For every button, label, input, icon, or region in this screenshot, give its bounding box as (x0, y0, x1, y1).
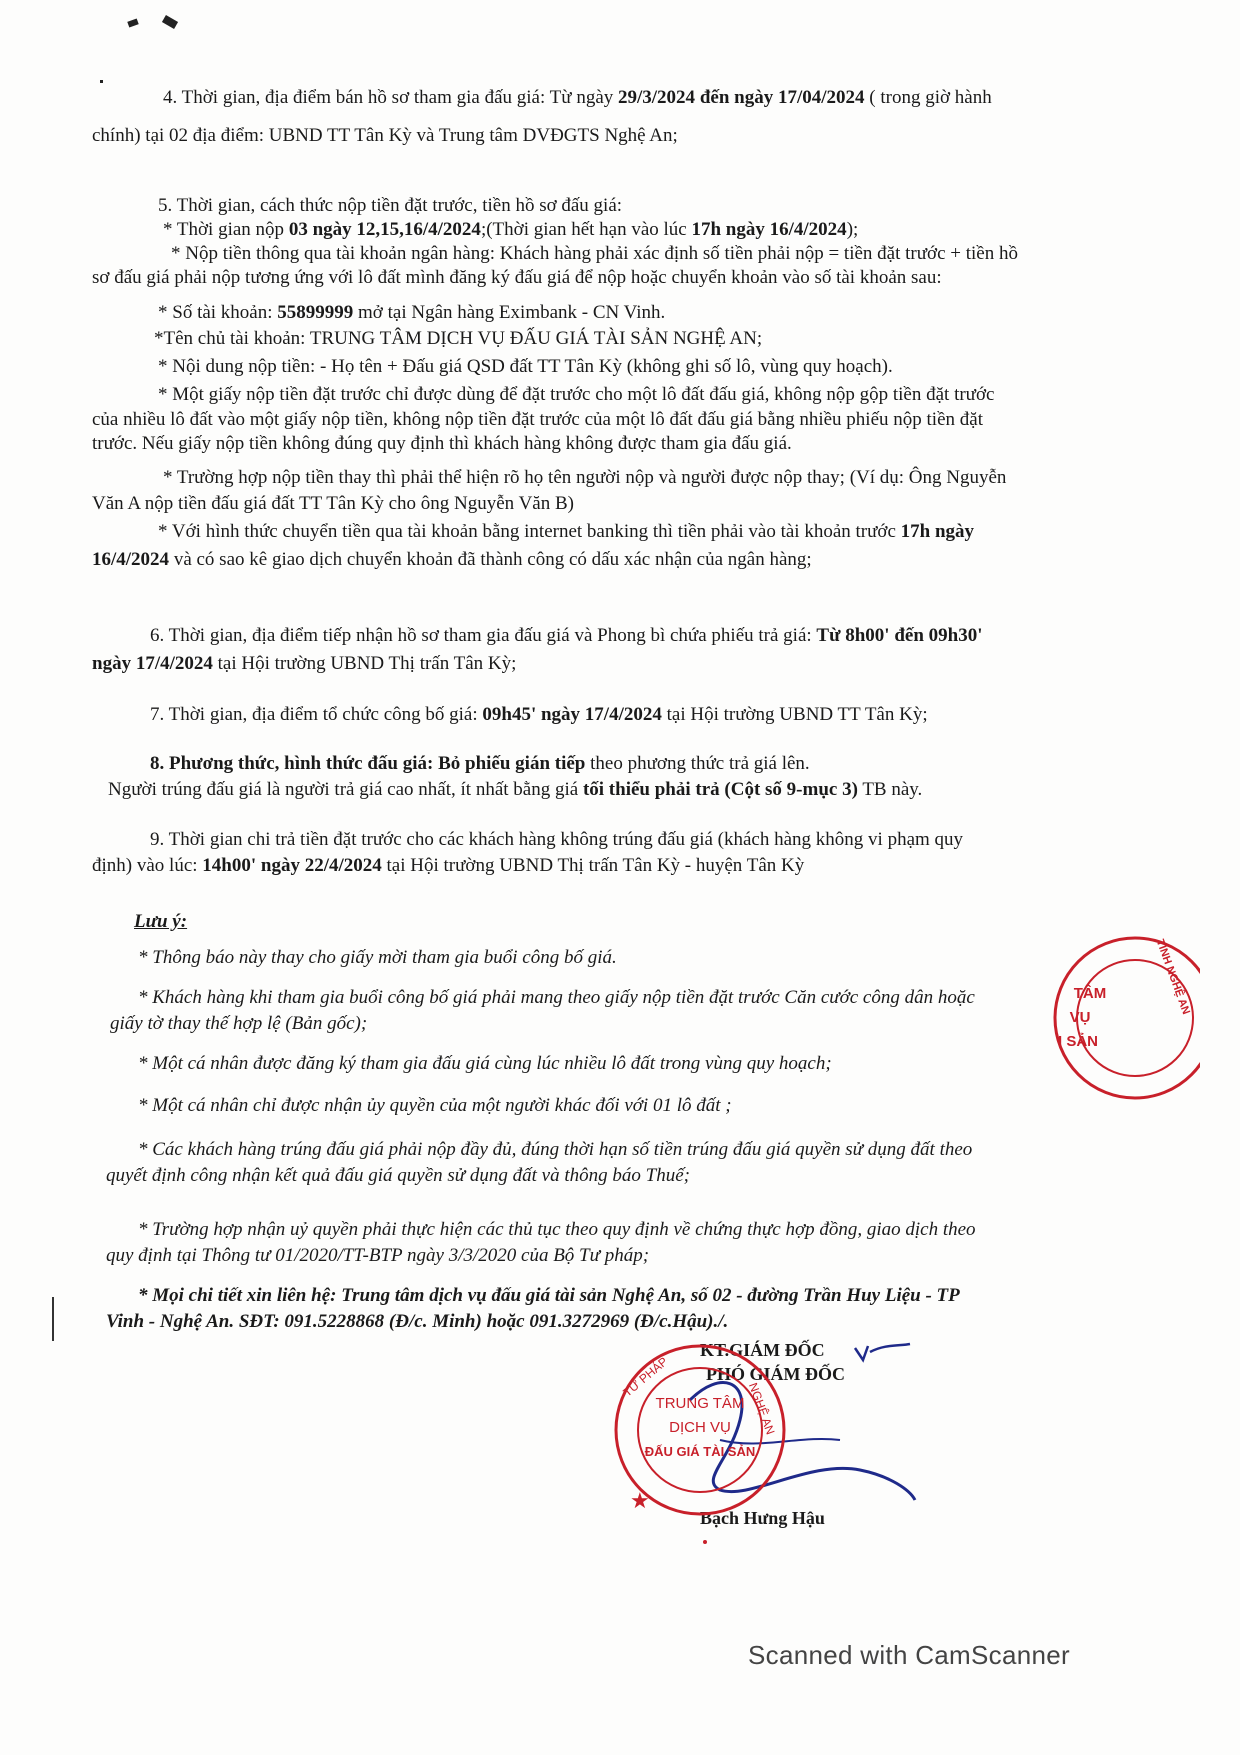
red-dot (703, 1540, 707, 1544)
section-5-bullet-7-line-1: * Trường hợp nộp tiền thay thì phải thể hiện rõ họ tên người nộp và người được nộp thay; (Ví dụ: Ông Nguyễn (163, 467, 1007, 488)
scan-mark (162, 15, 178, 29)
edge-seal-text-1: TÂM (1073, 985, 1107, 1002)
signature-title-2: PHÓ GIÁM ĐỐC (706, 1364, 845, 1384)
note-6-line-2: quy định tại Thông tư 01/2020/TT-BTP ngày 3/3/2020 của Bộ Tư pháp; (106, 1245, 650, 1266)
scan-mark (100, 80, 103, 83)
section-5-bullet-6-line-3: trước. Nếu giấy nộp tiền không đúng quy định thì khách hàng không được tham gia đấu giá. (92, 433, 792, 454)
scan-edge-line (52, 1297, 54, 1341)
note-2-line-1: * Khách hàng khi tham gia buổi công bố giá phải mang theo giấy nộp tiền đặt trước Căn cước công dân hoặc (138, 987, 975, 1008)
edge-seal-text-2: VỤ (1069, 1009, 1091, 1026)
edge-seal-text-3: I SẢN (1057, 1033, 1099, 1050)
seal-ring-text-left: TƯ PHÁP (620, 1354, 671, 1400)
section-5-title: 5. Thời gian, cách thức nộp tiền đặt trước, tiền hồ sơ đấu giá: (158, 195, 623, 216)
section-5-bullet-7-line-2: Văn A nộp tiền đấu giá đất TT Tân Kỳ cho ông Nguyễn Văn B) (92, 493, 574, 514)
scan-mark (127, 18, 138, 27)
section-5-bullet-6-line-2: của nhiều lô đất vào một giấy nộp tiền, không nộp tiền đặt trước của một lô đất đấu giá bằng nhiều phiếu nộp tiền đặt (92, 409, 983, 430)
note-1: * Thông báo này thay cho giấy mời tham gia buổi công bố giá. (138, 947, 617, 968)
note-7-line-1: * Mọi chi tiết xin liên hệ: Trung tâm dịch vụ đấu giá tài sản Nghệ An, số 02 - đường Trần Huy Liệu - TP (138, 1285, 960, 1306)
note-2-line-2: giấy tờ thay thế hợp lệ (Bản gốc); (110, 1013, 368, 1034)
section-5-bullet-3: * Số tài khoản: 55899999 mở tại Ngân hàng Eximbank - CN Vinh. (158, 302, 666, 323)
seal-ring-text-right: NGHỆ AN (745, 1380, 778, 1437)
edge-seal-ring-text: TỈNH NGHỆ AN (1153, 937, 1192, 1017)
section-5-bullet-1: * Thời gian nộp 03 ngày 12,15,16/4/2024;(Thời gian hết hạn vào lúc 17h ngày 16/4/2024); (163, 219, 859, 240)
section-5-bullet-6-line-1: * Một giấy nộp tiền đặt trước chỉ được dùng để đặt trước cho một lô đất đấu giá, không nộp gộp tiền đặt trước (158, 384, 995, 405)
signature-name: Bạch Hưng Hậu (700, 1508, 825, 1528)
edge-seal (1050, 918, 1200, 1118)
camscanner-watermark: Scanned with CamScanner (748, 1640, 1070, 1670)
notes-heading: Lưu ý: (134, 911, 188, 932)
section-8-line-2: Người trúng đấu giá là người trả giá cao nhất, ít nhất bằng giá tối thiểu phải trả (Cột số 9-mục 3) TB này. (108, 779, 923, 800)
section-5-bullet-8-line-2: 16/4/2024 và có sao kê giao dịch chuyển khoản đã thành công có dấu xác nhận của ngân hàng; (92, 549, 812, 570)
section-5-bullet-5: * Nội dung nộp tiền: - Họ tên + Đấu giá QSD đất TT Tân Kỳ (không ghi số lô, vùng quy hoạch). (158, 356, 893, 377)
organization-seal (610, 1340, 790, 1520)
section-5-bullet-2-line-2: sơ đấu giá phải nộp tương ứng với lô đất mình đăng ký đấu giá để nộp hoặc chuyển khoản vào số tài khoản sau: (92, 267, 942, 288)
section-5-bullet-8-line-1: * Với hình thức chuyển tiền qua tài khoản bằng internet banking thì tiền phải vào tài khoản trước 17h ngày (158, 521, 975, 542)
section-7: 7. Thời gian, địa điểm tổ chức công bố giá: 09h45' ngày 17/4/2024 tại Hội trường UBND TT Tân Kỳ; (150, 704, 928, 725)
note-6-line-1: * Trường hợp nhận uỷ quyền phải thực hiện các thủ tục theo quy định về chứng thực hợp đồng, giao dịch theo (138, 1219, 976, 1240)
section-5-bullet-2-line-1: * Nộp tiền thông qua tài khoản ngân hàng: Khách hàng phải xác định số tiền phải nộp = tiền đặt trước + tiền hồ (171, 243, 1018, 264)
note-4: * Một cá nhân chỉ được nhận ủy quyền của một người khác đối với 01 lô đất ; (138, 1095, 732, 1116)
section-9-line-1: 9. Thời gian chi trả tiền đặt trước cho các khách hàng không trúng đấu giá (khách hàng không vi phạm quy (150, 829, 964, 850)
seal-star-icon: ★ (630, 1488, 650, 1513)
note-5-line-2: quyết định công nhận kết quả đấu giá quyền sử dụng đất và thông báo Thuế; (106, 1165, 690, 1186)
section-4-line-1: 4. Thời gian, địa điểm bán hồ sơ tham gia đấu giá: Từ ngày 29/3/2024 đến ngày 17/04/2024 ( trong giờ hành (163, 87, 992, 108)
section-4-line-2: chính) tại 02 địa điểm: UBND TT Tân Kỳ và Trung tâm DVĐGTS Nghệ An; (92, 125, 678, 146)
section-8-line-1: 8. Phương thức, hình thức đấu giá: Bỏ phiếu gián tiếp theo phương thức trả giá lên. (150, 753, 810, 774)
seal-text-line-2: DỊCH VỤ (669, 1419, 731, 1436)
section-5-bullet-4: *Tên chủ tài khoản: TRUNG TÂM DỊCH VỤ ĐẤU GIÁ TÀI SẢN NGHỆ AN; (154, 328, 763, 349)
seal-text-line-1: TRUNG TÂM (655, 1395, 745, 1412)
section-9-line-2: định) vào lúc: 14h00' ngày 22/4/2024 tại Hội trường UBND Thị trấn Tân Kỳ - huyện Tân Kỳ (92, 855, 805, 876)
note-3: * Một cá nhân được đăng ký tham gia đấu giá cùng lúc nhiều lô đất trong vùng quy hoạch; (138, 1053, 832, 1074)
signature-title-1: KT.GIÁM ĐỐC (700, 1340, 825, 1360)
section-6-line-1: 6. Thời gian, địa điểm tiếp nhận hồ sơ tham gia đấu giá và Phong bì chứa phiếu trả giá: Từ 8h00' đến 09h30' (150, 625, 983, 646)
note-7-line-2: Vinh - Nghệ An. SĐT: 091.5228868 (Đ/c. Minh) hoặc 091.3272969 (Đ/c.Hậu)./. (106, 1311, 729, 1332)
note-5-line-1: * Các khách hàng trúng đấu giá phải nộp đầy đủ, đúng thời hạn số tiền trúng đấu giá quyền sử dụng đất theo (138, 1139, 973, 1160)
section-6-line-2: ngày 17/4/2024 tại Hội trường UBND Thị trấn Tân Kỳ; (92, 653, 517, 674)
seal-text-line-3: ĐẤU GIÁ TÀI SẢN (644, 1444, 756, 1459)
